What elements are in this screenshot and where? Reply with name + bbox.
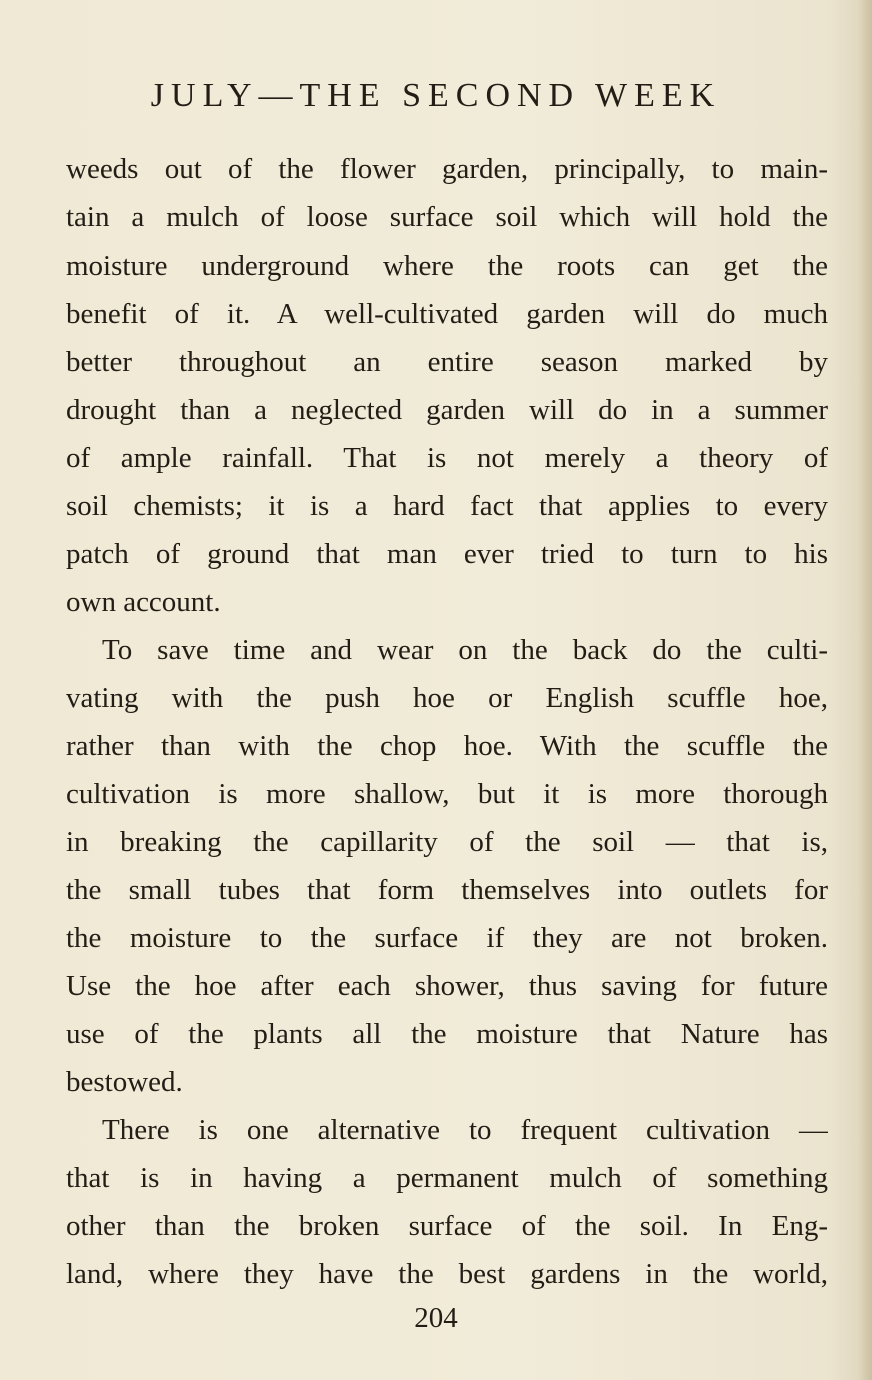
text-line: Use the hoe after each shower, thus saving for future: [66, 970, 828, 1002]
text-line: own account.: [66, 586, 221, 618]
text-line: that is in having a permanent mulch of something: [66, 1162, 828, 1194]
text-line: There is one alternative to frequent cultivation —: [102, 1114, 828, 1146]
text-line: use of the plants all the moisture that Nature has: [66, 1018, 828, 1050]
text-line: cultivation is more shallow, but it is more thorough: [66, 778, 828, 810]
text-line: in breaking the capillarity of the soil — that is,: [66, 826, 828, 858]
text-line: To save time and wear on the back do the culti-: [102, 634, 828, 666]
text-line: bestowed.: [66, 1066, 183, 1098]
text-line: drought than a neglected garden will do in a summer: [66, 394, 828, 426]
page-edge-shadow: [858, 0, 872, 1380]
text-line: soil chemists; it is a hard fact that applies to every: [66, 490, 828, 522]
text-line: the moisture to the surface if they are not broken.: [66, 922, 828, 954]
text-line: benefit of it. A well-cultivated garden will do much: [66, 298, 828, 330]
text-line: patch of ground that man ever tried to turn to his: [66, 538, 828, 570]
page-number: 204: [414, 1302, 458, 1334]
text-line: tain a mulch of loose surface soil which will hold the: [66, 201, 828, 233]
text-line: moisture underground where the roots can get the: [66, 250, 828, 282]
text-line: other than the broken surface of the soil. In Eng-: [66, 1210, 828, 1242]
text-line: weeds out of the flower garden, principally, to main-: [66, 153, 828, 185]
text-line: the small tubes that form themselves into outlets for: [66, 874, 828, 906]
text-line: vating with the push hoe or English scuffle hoe,: [66, 682, 828, 714]
text-line: land, where they have the best gardens in the world,: [66, 1258, 828, 1290]
text-line: of ample rainfall. That is not merely a theory of: [66, 442, 828, 474]
text-line: better throughout an entire season marked by: [66, 346, 828, 378]
text-line: rather than with the chop hoe. With the scuffle the: [66, 730, 828, 762]
running-head: JULY—THE SECOND WEEK: [150, 77, 722, 114]
